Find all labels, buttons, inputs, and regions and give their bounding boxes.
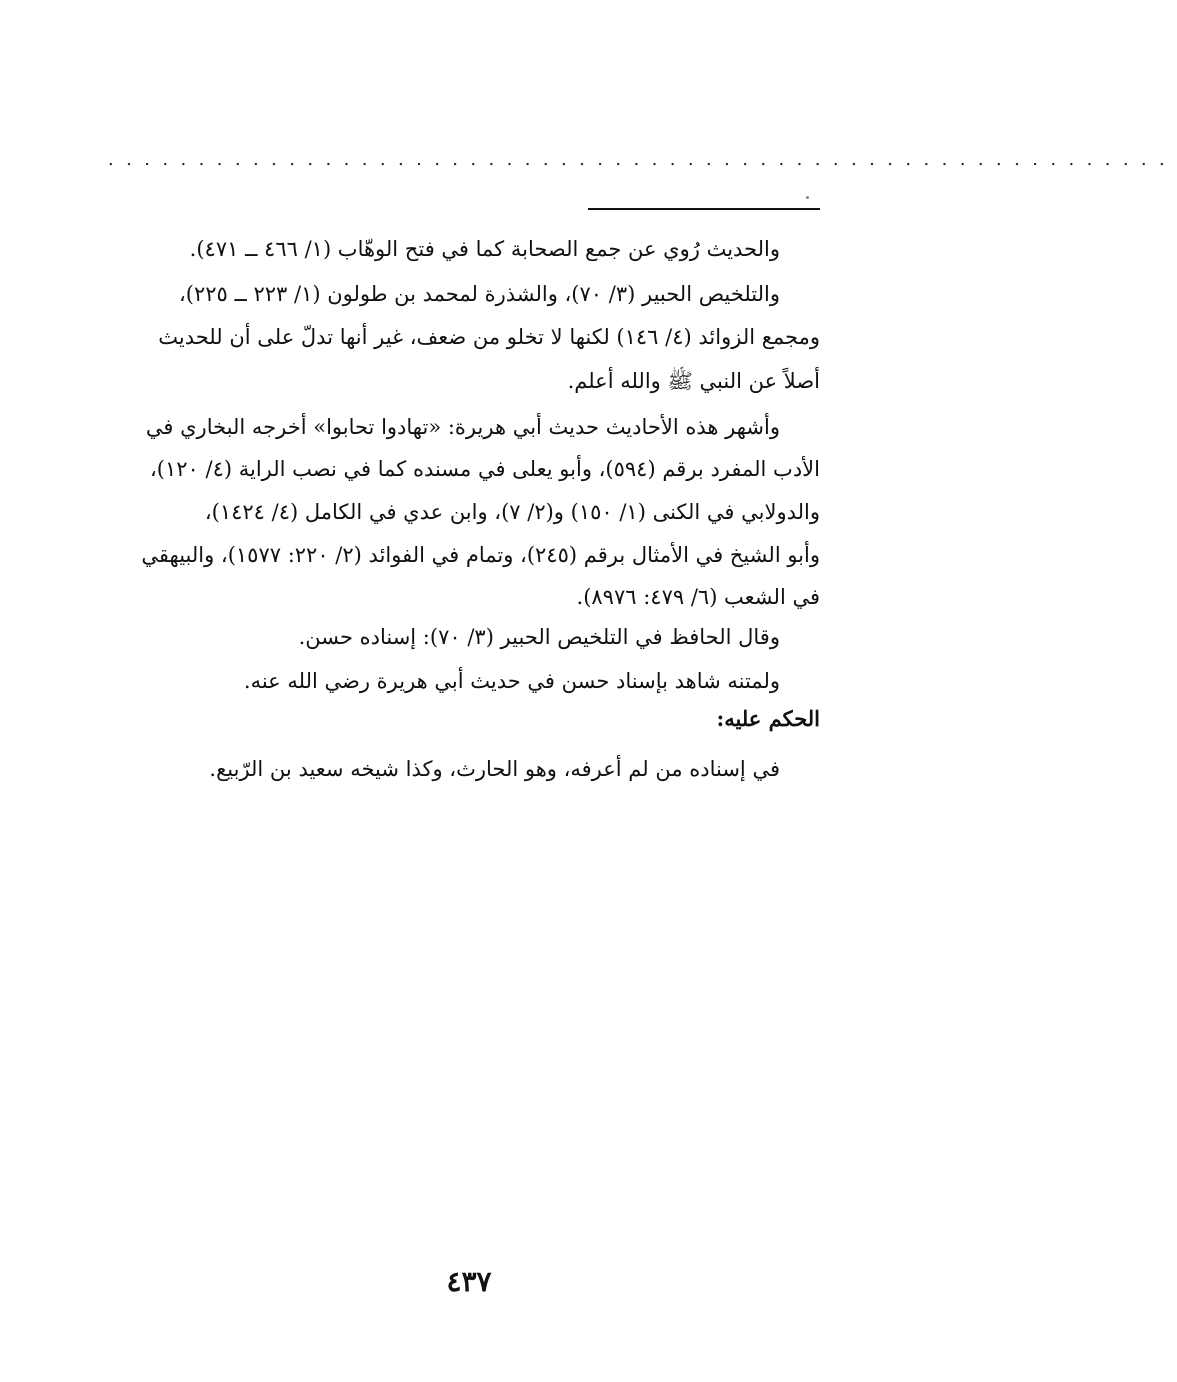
ink-speck — [806, 196, 809, 199]
text-line-11: ولمتنه شاهد بإسناد حسن في حديث أبي هريرة رضي الله عنه. — [243, 669, 780, 693]
footnote-rule — [588, 208, 820, 210]
text-line-7: والدولابي في الكنى (١/ ١٥٠) و(٢/ ٧)، وابن عدي في الكامل (٤/ ١٤٢٤)، — [204, 500, 820, 524]
text-line-2: والتلخيص الحبير (٣/ ٧٠)، والشذرة لمحمد بن طولون (١/ ٢٢٣ ــ ٢٢٥)، — [178, 282, 780, 306]
section-heading: الحكم عليه: — [716, 706, 820, 731]
text-line-6: الأدب المفرد برقم (٥٩٤)، وأبو يعلى في مسنده كما في نصب الراية (٤/ ١٢٠)، — [149, 457, 820, 481]
text-line-10: وقال الحافظ في التلخيص الحبير (٣/ ٧٠): إسناده حسن. — [298, 625, 780, 649]
text-line-4: أصلاً عن النبي ﷺ والله أعلم. — [567, 369, 820, 393]
text-line-8: وأبو الشيخ في الأمثال برقم (٢٤٥)، وتمام في الفوائد (٢/ ٢٢٠: ١٥٧٧)، والبيهقي — [141, 543, 820, 567]
dotted-separator: ........................................................... — [108, 149, 1177, 170]
text-line-5: وأشهر هذه الأحاديث حديث أبي هريرة: «تهادوا تحابوا» أخرجه البخاري في — [145, 415, 780, 439]
text-line-1: والحديث رُوي عن جمع الصحابة كما في فتح الوهّاب (١/ ٤٦٦ ــ ٤٧١). — [189, 237, 780, 261]
text-line-3: ومجمع الزوائد (٤/ ١٤٦) لكنها لا تخلو من ضعف، غير أنها تدلّ على أن للحديث — [158, 325, 820, 349]
text-line-9: في الشعب (٦/ ٤٧٩: ٨٩٧٦). — [576, 585, 820, 609]
text-line-13: في إسناده من لم أعرفه، وهو الحارث، وكذا شيخه سعيد بن الرّبيع. — [209, 757, 780, 781]
page-number: ٤٣٧ — [446, 1265, 492, 1298]
